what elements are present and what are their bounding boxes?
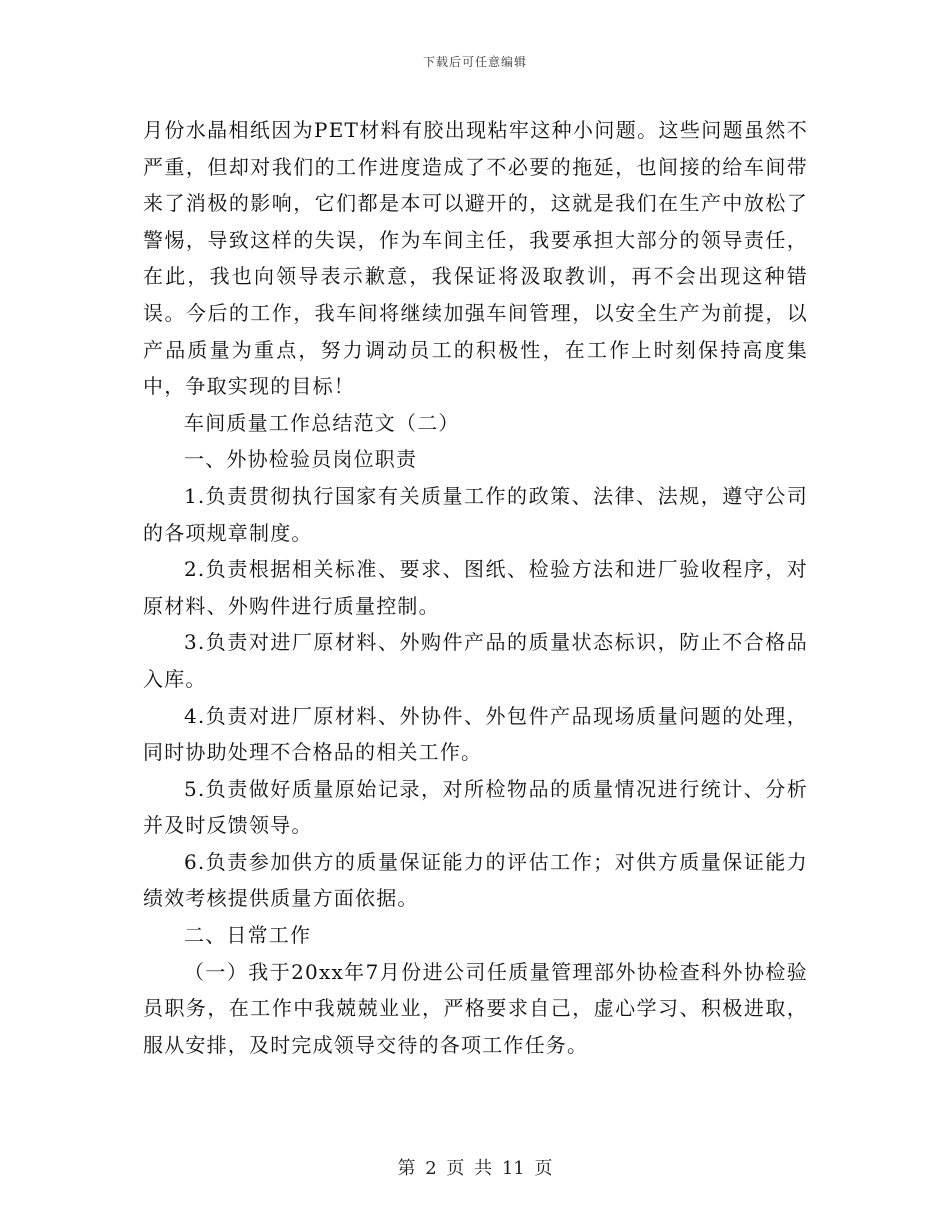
paragraph-daily-work-1: （一）我于20xx年7月份进公司任质量管理部外协检查科外协检验员职务，在工作中我兢兢业业，严格要求自己，虚心学习、积极进取，服从安排，及时完成领导交待的各项工作任务。 [143, 959, 808, 1057]
section-heading-daily-work: 二、日常工作 [184, 923, 312, 948]
list-item-duty-5: 5.负责做好质量原始记录，对所检物品的质量情况进行统计、分析并及时反馈领导。 [143, 776, 808, 838]
list-item-duty-4: 4.负责对进厂原材料、外协件、外包件产品现场质量问题的处理，同时协助处理不合格品的相关工作。 [143, 703, 808, 765]
document-body [143, 112, 808, 1063]
page-header-note: 下载后可任意编辑 [422, 55, 527, 69]
list-item-duty-2: 2.负责根据相关标准、要求、图纸、检验方法和进厂验收程序，对原材料、外购件进行质量控制。 [143, 557, 808, 618]
paragraph-continuation: 月份水晶相纸因为PET材料有胶出现粘牢这种小问题。这些问题虽然不严重，但却对我们的工作进度造成了不必要的拖延，也间接的给车间带来了消极的影响，它们都是本可以避开的，这就是我们在生产中放松了警惕，导致这样的失误，作为车间主任，我要承担大部分的领导责任，在此，我也向领导表示歉意，我保证将汲取教训，再不会出现这种错误。今后的工作，我车间将继续加强车间管理，以安全生产为前提，以产品质量为重点，努力调动员工的积极性，在工作上时刻保持高度集中，争取实现的目标！ [143, 118, 808, 399]
list-item-duty-3: 3.负责对进厂原材料、外购件产品的质量状态标识，防止不合格品入库。 [143, 630, 808, 691]
list-item-duty-1: 1.负责贯彻执行国家有关质量工作的政策、法律、法规，遵守公司的各项规章制度。 [143, 483, 808, 545]
list-item-duty-6: 6.负责参加供方的质量保证能力的评估工作；对供方质量保证能力绩效考核提供质量方面依据。 [143, 849, 808, 911]
section-heading-duties: 一、外协检验员岗位职责 [184, 447, 418, 472]
section-title: 车间质量工作总结范文（二） [184, 410, 460, 435]
page-number: 第 2 页 共 11 页 [397, 1158, 553, 1179]
